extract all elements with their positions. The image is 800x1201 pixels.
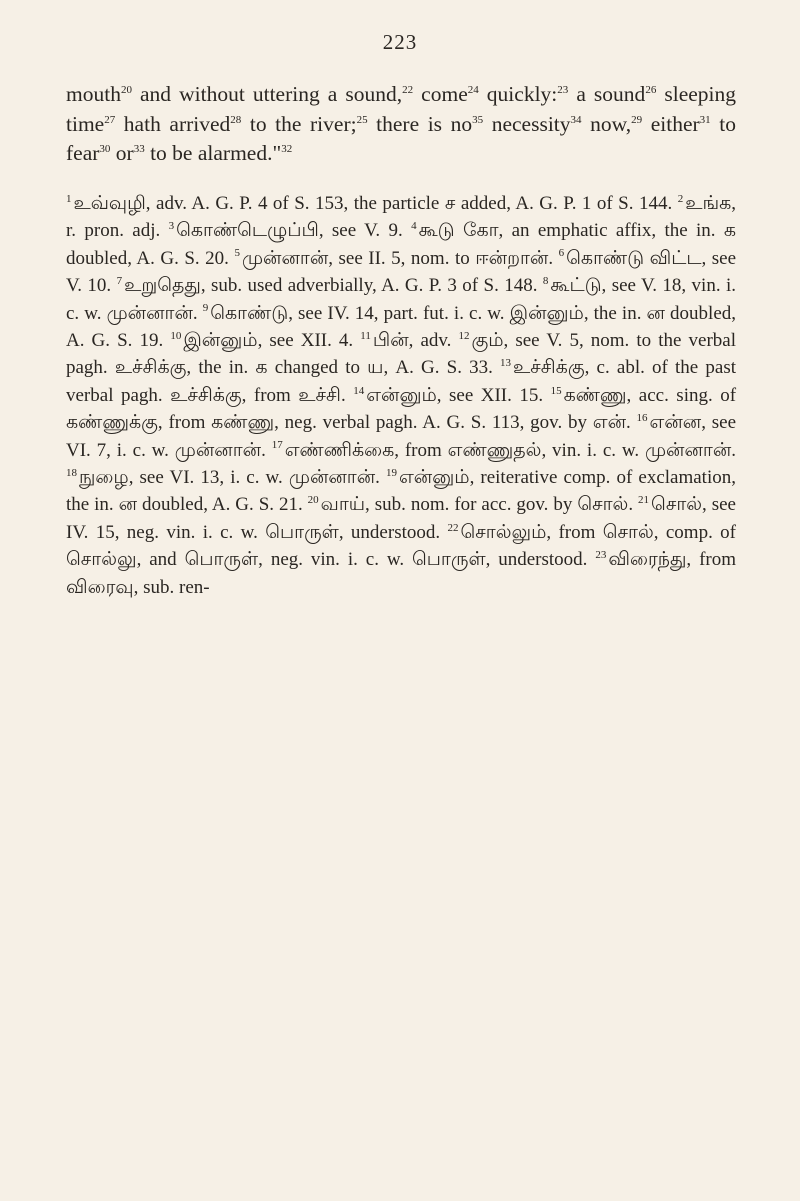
text-run: and without uttering a sound, xyxy=(131,82,403,106)
note-reference: 27 xyxy=(104,113,116,126)
page-number: 223 xyxy=(382,30,418,54)
footnote-text: இன்னும், see XII. 4. xyxy=(183,330,354,352)
footnote xyxy=(117,275,538,296)
text-run: either xyxy=(642,111,700,136)
footnote-text: முன்னான், see II. 5, nom. to ஈன்றான். xyxy=(241,247,554,269)
text-run: or xyxy=(110,141,134,165)
footnote-text: கூடு கோ, an emphatic affix, the in. க doubled, A. G. S. 20. xyxy=(66,220,737,269)
footnote xyxy=(169,220,403,241)
footnote xyxy=(66,467,380,488)
text-run: quickly: xyxy=(478,82,558,106)
note-reference: 22 xyxy=(402,83,414,96)
footnote xyxy=(353,385,543,406)
note-reference: 28 xyxy=(230,113,242,126)
footnote-text: நுழை, see VI. 13, i. c. w. முன்னான். xyxy=(79,467,380,489)
footnote-text: கொண்டு, see IV. 14, part. fut. i. c. w. இன்னும், the in. ன doubled, A. G. S. 19. xyxy=(66,302,737,352)
text-run: mouth xyxy=(66,82,121,106)
note-reference: 23 xyxy=(557,83,569,96)
footnote-number: 17 xyxy=(271,439,283,452)
footnote xyxy=(272,440,736,461)
text-run: to fear xyxy=(66,111,736,165)
footnote-number: 16 xyxy=(636,411,648,424)
footnote-text: கும், see V. 5, nom. to the verbal pagh. உச்சிக்கு, the in. க changed to ய, A. G. S. 33. xyxy=(66,330,736,379)
footnote-text: கண்ணு, acc. sing. of கண்ணுக்கு, from கண்ணு, neg. verbal pagh. A. G. S. 113, gov. by என். xyxy=(66,384,737,434)
note-reference: 34 xyxy=(570,113,582,126)
footnote xyxy=(360,330,451,351)
footnote-number: 4 xyxy=(411,220,417,233)
footnote-text: வாய், sub. nom. for acc. gov. by சொல். xyxy=(320,494,634,516)
footnote-number: 1 xyxy=(66,192,72,205)
text-run: to the river; xyxy=(241,111,357,136)
footnote-number: 11 xyxy=(360,329,371,342)
footnote-text: என்னும், see XII. 15. xyxy=(366,384,544,406)
note-reference: 29 xyxy=(631,113,643,126)
footnote-number: 8 xyxy=(542,274,549,287)
footnote-number: 6 xyxy=(558,247,565,260)
footnote-number: 15 xyxy=(550,384,562,397)
note-reference: 20 xyxy=(120,83,132,96)
note-reference: 26 xyxy=(645,83,657,96)
note-reference: 31 xyxy=(699,113,711,126)
footnote-number: 7 xyxy=(116,274,123,287)
text-run: necessity xyxy=(483,111,571,136)
footnote-number: 12 xyxy=(458,329,470,342)
footnote-text: எண்ணிக்கை, from எண்ணுதல், vin. i. c. w. முன்னான். xyxy=(284,439,736,461)
footnote-number: 14 xyxy=(353,384,365,397)
text-run: come xyxy=(413,82,468,106)
footnote-number: 10 xyxy=(170,329,182,342)
footnote-text: என்ன, see VI. 7, i. c. w. முன்னான். xyxy=(66,412,737,461)
note-reference: 33 xyxy=(133,142,145,155)
footnote-number: 9 xyxy=(202,302,209,315)
footnote xyxy=(308,494,633,515)
translation-paragraph xyxy=(66,80,736,169)
footnote xyxy=(234,248,553,269)
footnote-text: என்னும், reiterative comp. of exclamation, the in. ன doubled, A. G. S. 21. xyxy=(66,467,736,516)
footnote-text: உங்க, r. pron. adj. xyxy=(66,193,736,242)
text-run: there is no xyxy=(367,111,473,136)
footnotes xyxy=(66,190,736,601)
footnote-number: 3 xyxy=(168,220,175,233)
footnote-text: சொல், see IV. 15, neg. vin. i. c. w. பொருள், understood. xyxy=(66,494,736,543)
footnote-number: 23 xyxy=(595,548,607,561)
text-run: to be alarmed." xyxy=(144,141,282,165)
footnote-text: உச்சிக்கு, c. abl. of the past verbal pagh. உச்சிக்கு, from உச்சி. xyxy=(66,357,736,406)
note-reference: 32 xyxy=(281,142,293,155)
footnote-number: 22 xyxy=(447,521,459,534)
footnote-number: 2 xyxy=(677,192,684,205)
footnote-number: 19 xyxy=(385,466,397,479)
footnote xyxy=(66,193,672,214)
footnote-text: கொண்டு விட்ட, see V. 10. xyxy=(66,247,737,297)
footnote-text: விரைந்து, from விரைவு, sub. ren- xyxy=(66,549,737,598)
note-reference: 30 xyxy=(99,142,111,155)
footnote-text: கொண்டெழுப்பி, see V. 9. xyxy=(176,220,403,242)
text-run: a sound xyxy=(568,82,646,106)
footnote-number: 20 xyxy=(307,494,319,507)
footnote-text: உறுதெது, sub. used adverbially, A. G. P. 3 of S. 148. xyxy=(124,275,538,297)
footnote xyxy=(170,330,353,351)
footnote-text: சொல்லும், from சொல், comp. of சொல்லு, and பொருள், neg. vin. i. c. w. பொருள், understood. xyxy=(66,521,736,571)
footnote-text: உவ்வுழி, adv. A. G. P. 4 of S. 153, the particle ச added, A. G. P. 1 of S. 144. xyxy=(73,193,673,214)
text-run: hath arrived xyxy=(115,111,231,136)
footnote-number: 5 xyxy=(234,247,240,260)
note-reference: 25 xyxy=(356,113,368,126)
text-run: now, xyxy=(581,111,632,136)
note-reference: 35 xyxy=(472,113,484,126)
footnote-number: 21 xyxy=(638,494,650,507)
footnote-text: கூட்டு, see V. 18, vin. i. c. w. முன்னான். xyxy=(66,275,737,324)
footnote-number: 13 xyxy=(500,357,512,370)
footnote-number: 18 xyxy=(66,466,77,479)
footnote-text: பின், adv. xyxy=(372,330,452,352)
text-run: sleeping time xyxy=(66,82,737,136)
note-reference: 24 xyxy=(467,83,479,96)
